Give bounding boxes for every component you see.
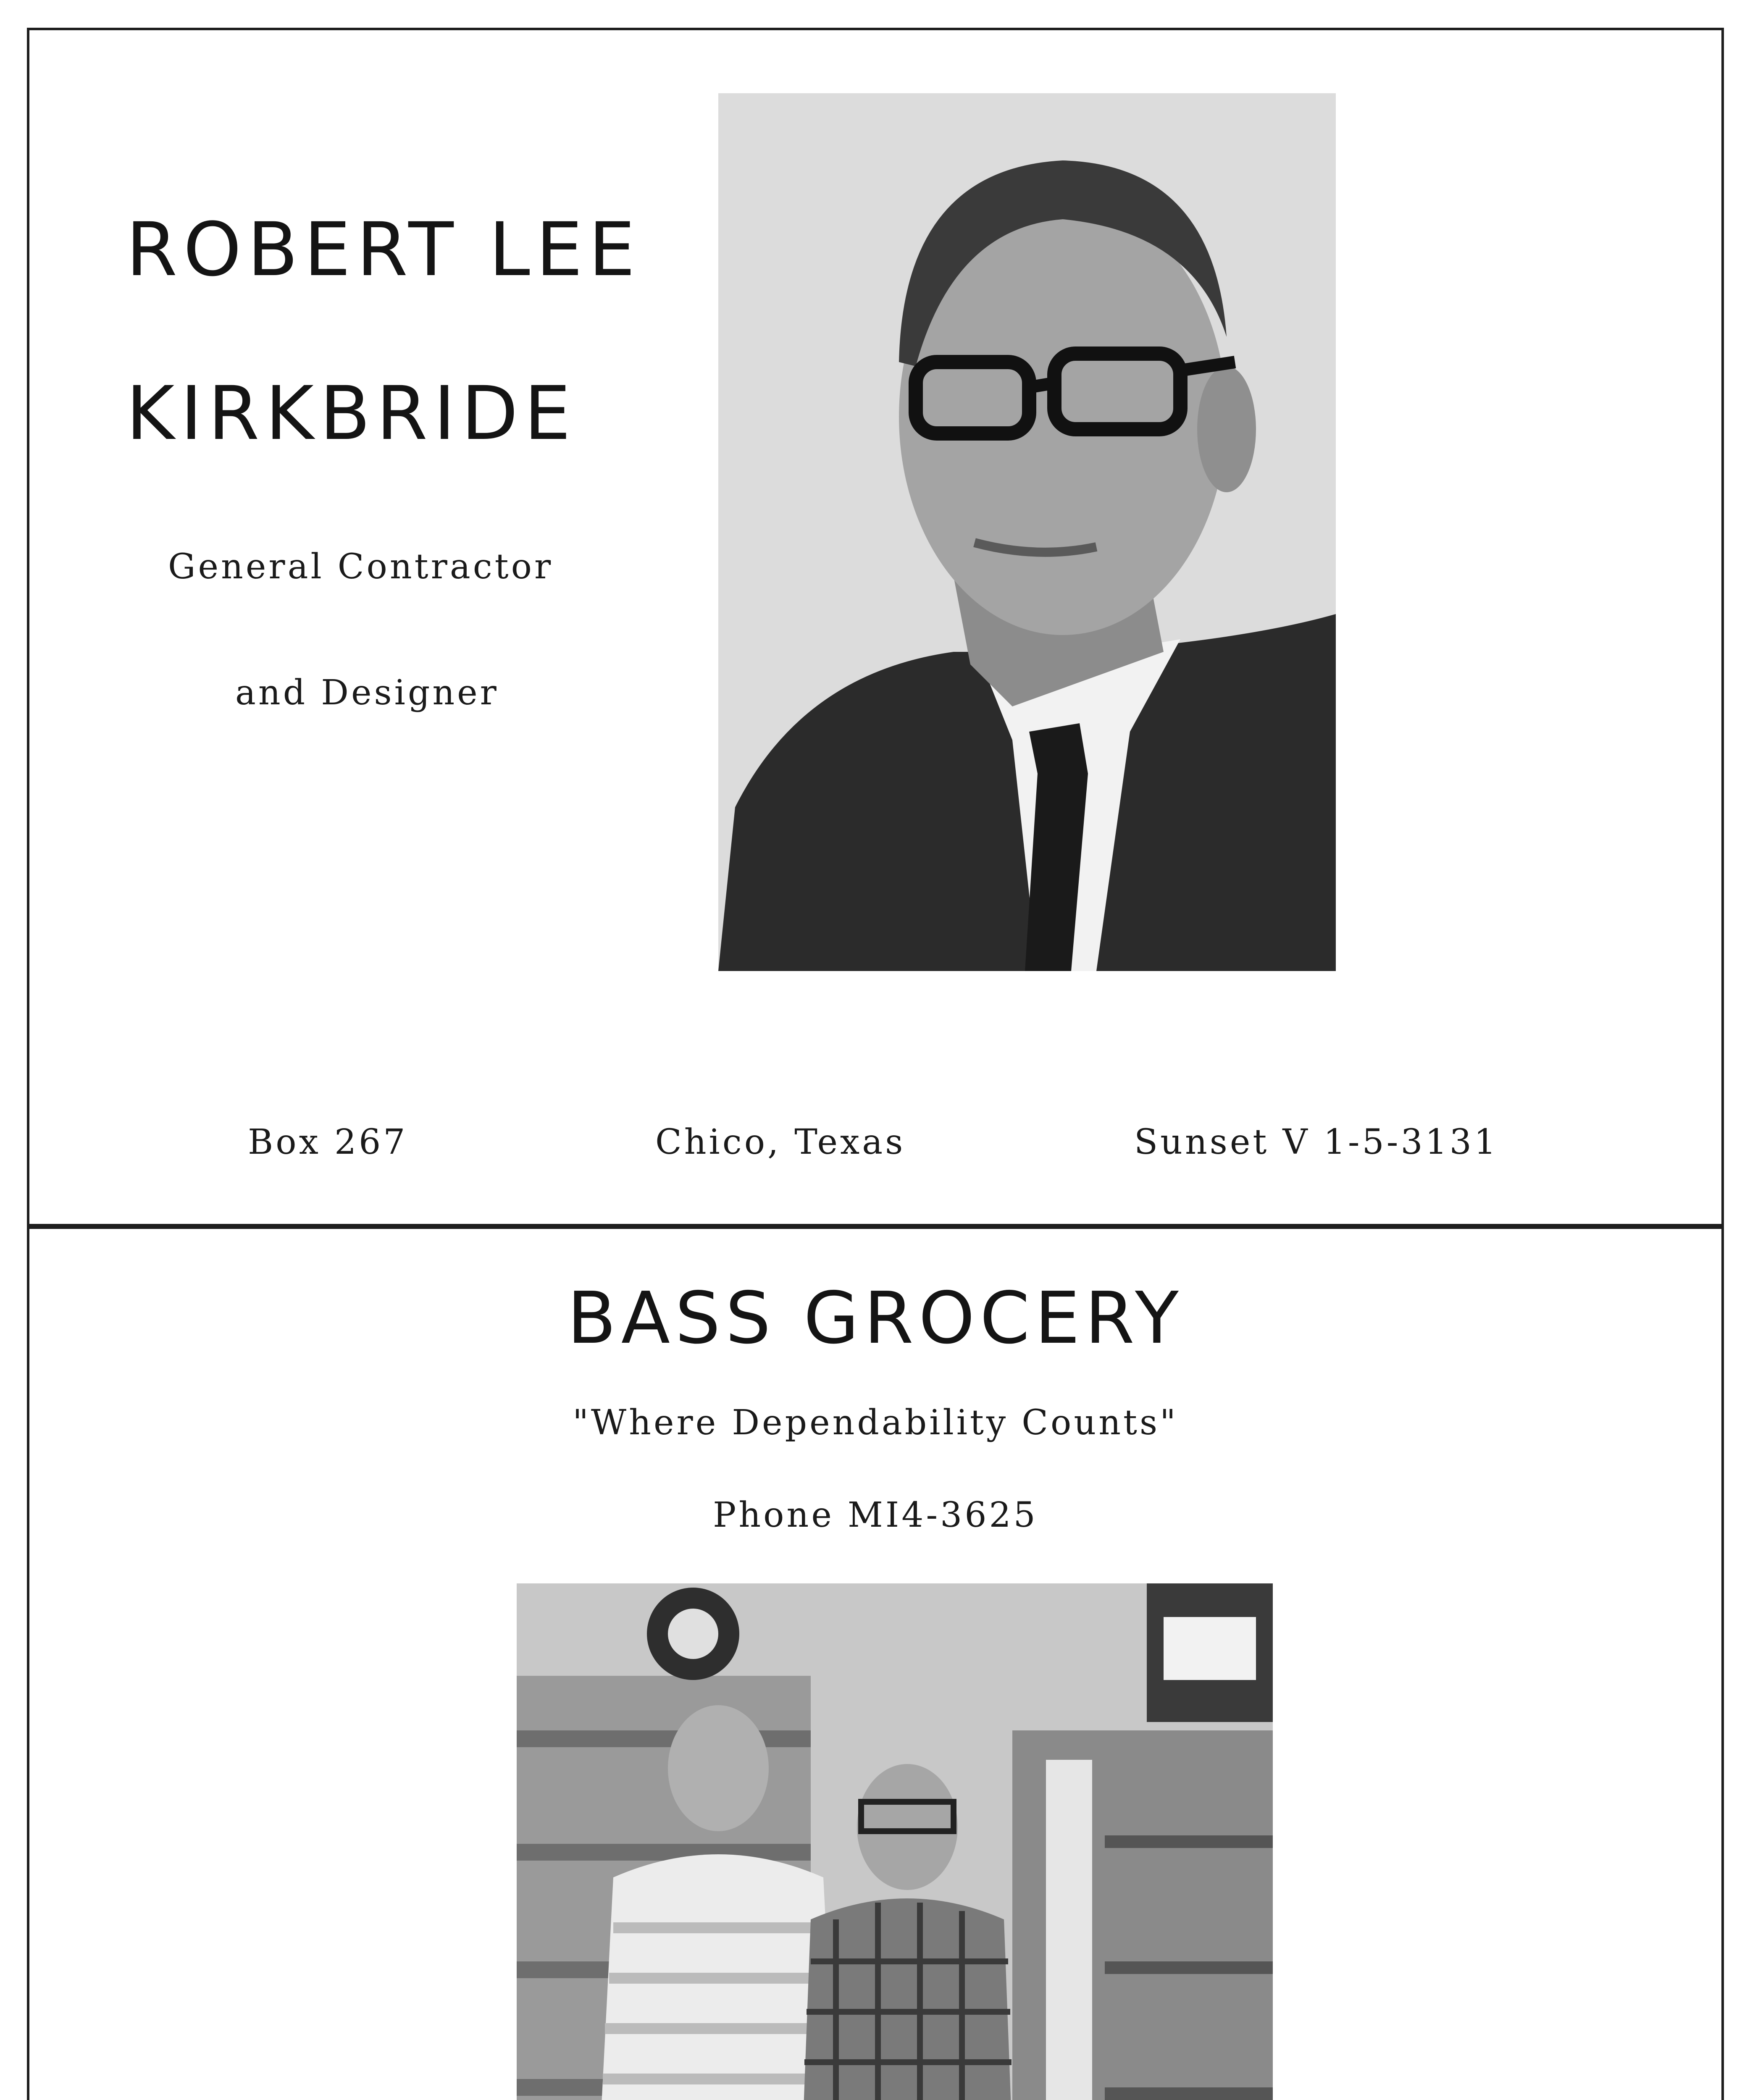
grocery-advertisement (27, 1224, 1724, 2100)
address-city: Chico, Texas (655, 1122, 906, 1162)
store-slogan: "Where Dependability Counts" (573, 1403, 1178, 1443)
store-name: BASS GROCERY (567, 1277, 1184, 1360)
business-description-line-1: General Contractor (168, 547, 554, 587)
store-phone: Phone MI4-3625 (713, 1495, 1038, 1535)
advertiser-name-line-1: ROBERT LEE (126, 207, 641, 293)
address-box-number: Box 267 (248, 1122, 408, 1162)
portrait-photo (718, 93, 1336, 971)
store-interior-photo (517, 1583, 1273, 2100)
advertiser-name-line-2: KIRKBRIDE (126, 370, 577, 457)
contractor-advertisement (27, 28, 1724, 1229)
portrait-illustration (718, 93, 1336, 971)
business-description-line-2: and Designer (235, 673, 499, 713)
store-interior-illustration (517, 1583, 1273, 2100)
phone-number: Sunset V 1-5-3131 (1134, 1122, 1499, 1162)
